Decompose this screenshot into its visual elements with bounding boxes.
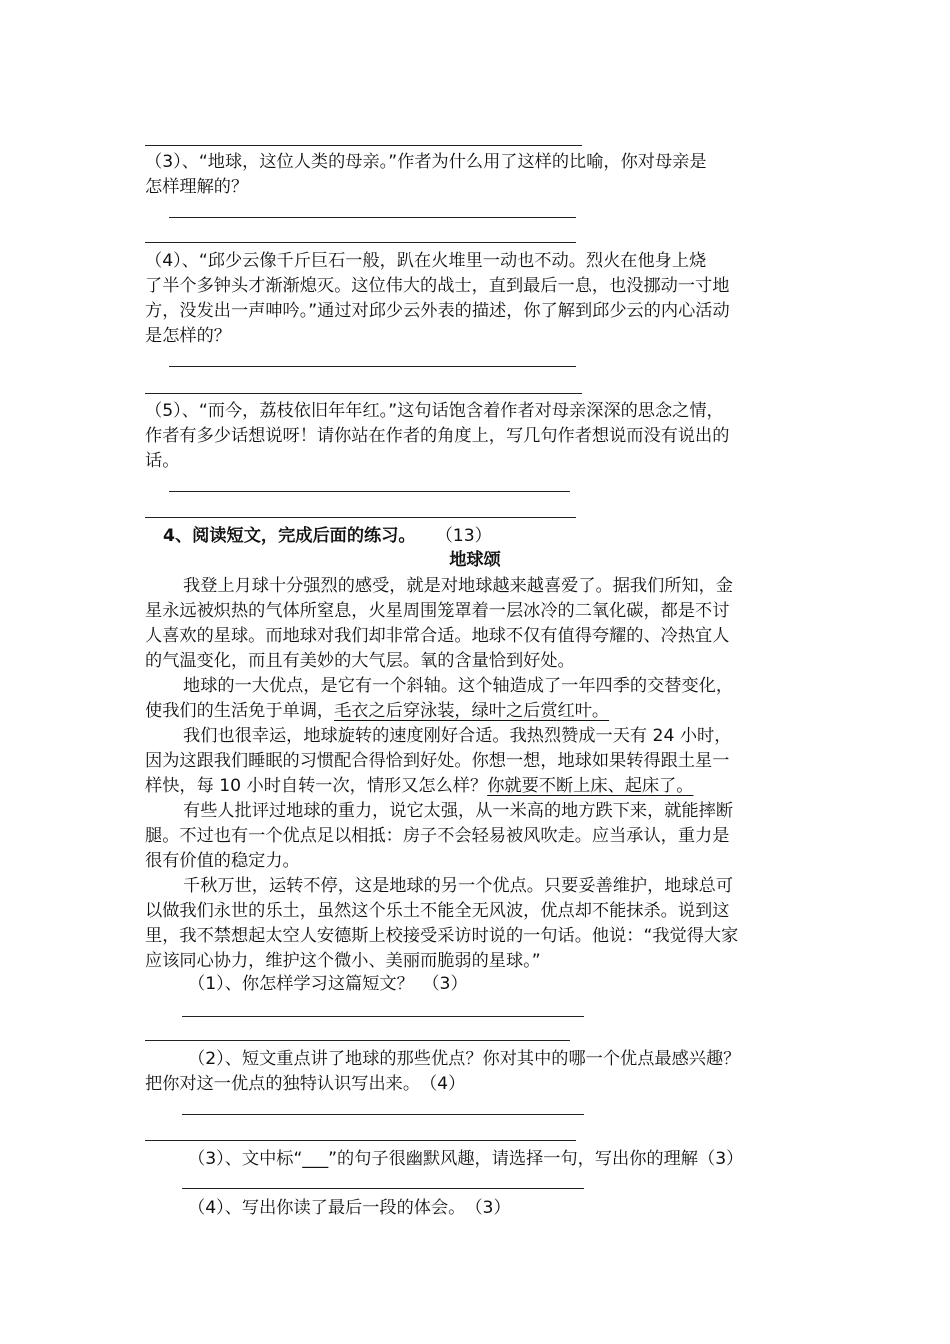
answer-line[interactable] bbox=[145, 145, 582, 146]
passage-p1-l4: 的气温变化，而且有美妙的大气层。氧的含量恰到好处。 bbox=[145, 651, 575, 671]
question-4-line-2: 了半个多钟头才渐渐熄灭。这位伟大的战士，直到最后一息，也没挪动一寸地 bbox=[145, 276, 730, 296]
question-4-line-3: 方，没发出一声呻吟。”通过对邱少云外表的描述，你了解到邱少云的内心活动 bbox=[145, 301, 730, 321]
passage-p3-text: 样快，每 10 小时自转一次，情形又怎么样？ bbox=[145, 776, 488, 796]
answer-line[interactable] bbox=[145, 517, 576, 518]
question-5-line-2: 作者有多少话想说呀！请你站在作者的角度上，写几句作者想说而没有说出的 bbox=[145, 426, 730, 446]
passage-p3-l1: 我们也很幸运，地球旋转的速度刚好合适。我热烈赞成一天有 24 小时， bbox=[183, 726, 732, 746]
question-3-line-1: （3）、“地球，这位人类的母亲。”作者为什么用了这样的比喻，你对母亲是 bbox=[145, 152, 707, 172]
subquestion-2-line-2: 把你对这一优点的独特认识写出来。 （4） bbox=[145, 1074, 466, 1094]
passage-p5-l2: 以做我们永世的乐土，虽然这个乐土不能全无风波，优点却不能抹杀。说到这 bbox=[145, 901, 730, 921]
answer-line[interactable] bbox=[182, 1016, 584, 1017]
answer-line[interactable] bbox=[182, 1114, 584, 1115]
passage-p4-l2: 腿。不过也有一个优点足以相抵：房子不会轻易被风吹走。应当承认，重力是 bbox=[145, 826, 730, 846]
passage-p3-l3 bbox=[145, 774, 835, 799]
passage-p5-l1: 千秋万世，运转不停，这是地球的另一个优点。只要妥善维护，地球总可 bbox=[183, 876, 734, 896]
passage-p2-l1: 地球的一大优点，是它有一个斜轴。这个轴造成了一年四季的交替变化， bbox=[183, 676, 734, 696]
answer-line[interactable] bbox=[145, 1040, 570, 1041]
answer-line[interactable] bbox=[169, 491, 570, 492]
subquestion-3-text-a: （3）、文中标“ bbox=[188, 1149, 303, 1169]
answer-line[interactable] bbox=[169, 217, 576, 218]
section-score: （13） bbox=[435, 526, 492, 546]
subquestion-2-line-1: （2）、短文重点讲了地球的那些优点？你对其中的哪一个优点最感兴趣？ bbox=[188, 1049, 741, 1069]
answer-line[interactable] bbox=[169, 366, 576, 367]
section-heading bbox=[163, 524, 853, 549]
question-3-line-2: 怎样理解的？ bbox=[145, 177, 249, 197]
subquestion-3 bbox=[188, 1147, 878, 1172]
passage-title: 地球颂 bbox=[449, 550, 501, 570]
passage-p1-l3: 人喜欢的星球。而地球对我们却非常合适。地球不仅有值得夸耀的、冷热宜人 bbox=[145, 626, 730, 646]
question-5-line-3: 话。 bbox=[145, 451, 180, 471]
passage-p5-l3: 里，我不禁想起太空人安德斯上校接受采访时说的一句话。他说：“我觉得大家 bbox=[145, 926, 739, 946]
answer-line[interactable] bbox=[145, 1140, 576, 1141]
passage-p1-l2: 星永远被炽热的气体所窒息，火星周围笼罩着一层冰冷的二氧化碳，都是不讨 bbox=[145, 601, 730, 621]
passage-p4-l3: 很有价值的稳定力。 bbox=[145, 851, 300, 871]
question-4-line-4: 是怎样的？ bbox=[145, 326, 231, 346]
subquestion-4: （4）、写出你读了最后一段的体会。 （3） bbox=[188, 1198, 511, 1218]
subquestion-3-blank: ___ bbox=[302, 1149, 329, 1169]
question-4-line-1: （4）、“邱少云像千斤巨石一般，趴在火堆里一动也不动。烈火在他身上烧 bbox=[145, 251, 707, 271]
passage-p2-l2 bbox=[145, 699, 835, 724]
answer-line[interactable] bbox=[145, 242, 576, 243]
passage-p4-l1: 有些人批评过地球的重力，说它太强，从一米高的地方跌下来，就能摔断 bbox=[183, 801, 734, 821]
passage-p2-text: 使我们的生活免于单调， bbox=[145, 701, 335, 721]
answer-line[interactable] bbox=[145, 393, 582, 394]
passage-p3-l2: 因为这跟我们睡眠的习惯配合得恰到好处。你想一想，地球如果转得跟土星一 bbox=[145, 751, 730, 771]
subquestion-3-text-b: ”的句子很幽默风趣，请选择一句，写出你的理解（3） bbox=[328, 1149, 744, 1169]
subquestion-1: （1）、你怎样学习这篇短文？ （3） bbox=[188, 974, 468, 994]
question-5-line-1: （5）、“而今，荔枝依旧年年红。”这句话饱含着作者对母亲深深的思念之情， bbox=[145, 401, 724, 421]
underlined-sentence-2: 你就要不断上床、起床了。 bbox=[487, 776, 694, 796]
passage-p5-l4: 应该同心协力，维护这个微小、美丽而脆弱的星球。” bbox=[145, 951, 541, 971]
underlined-sentence-1: 毛衣之后穿泳装，绿叶之后赏红叶。 bbox=[334, 701, 610, 721]
passage-p1-l1: 我登上月球十分强烈的感受，就是对地球越来越喜爱了。据我们所知，金 bbox=[183, 576, 734, 596]
answer-line[interactable] bbox=[182, 1188, 584, 1189]
section-heading-text: 4、阅读短文，完成后面的练习。 bbox=[163, 526, 416, 546]
